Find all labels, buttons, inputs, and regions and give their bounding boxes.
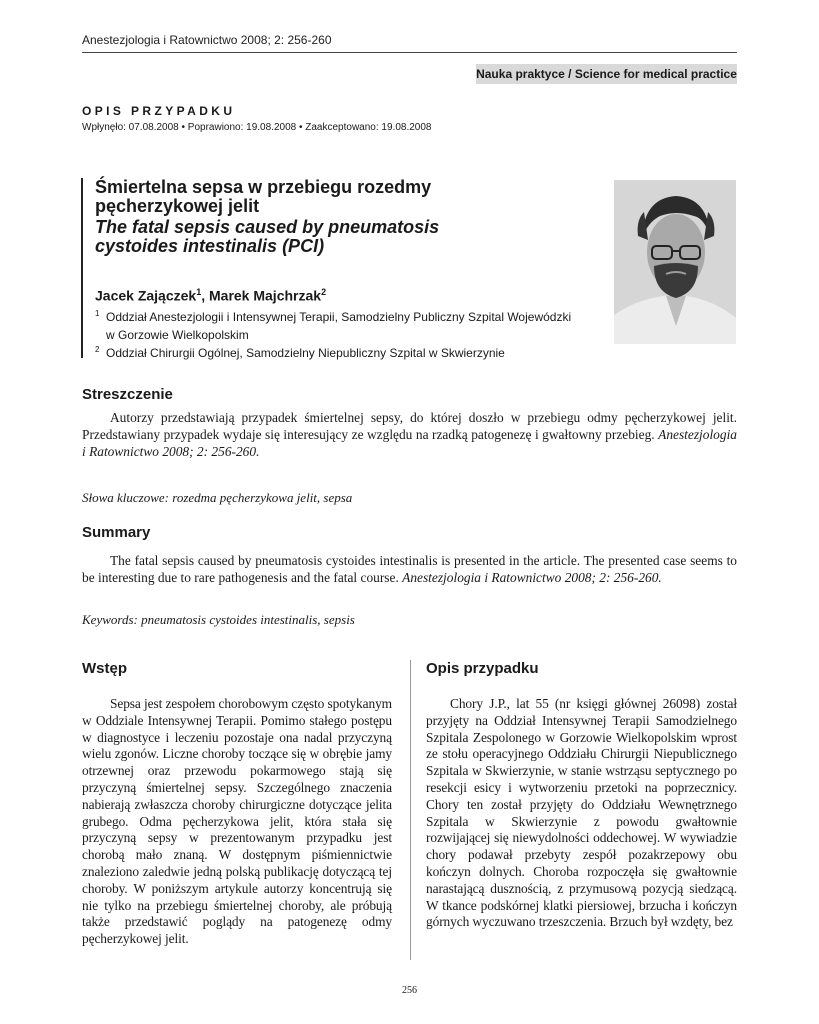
title-block xyxy=(95,178,600,362)
header-rule xyxy=(82,52,737,53)
author-separator: , xyxy=(201,287,209,304)
affiliation-2-mark: 2 xyxy=(95,344,100,354)
streszczenie-citation: Anestezjologia i Ratownictwo 2008; 2: 256-260. xyxy=(82,426,737,459)
author-photo xyxy=(614,180,736,344)
column-divider xyxy=(410,660,411,960)
affiliation-2-line-1: Oddział Chirurgii Ogólnej, Samodzielny Niepubliczny Szpital w Skwierzynie xyxy=(106,345,505,360)
article-type: OPIS PRZYPADKU xyxy=(82,104,236,118)
author-1-affiliation-mark: 1 xyxy=(196,287,202,297)
streszczenie-text: Autorzy przedstawiają przypadek śmiertelnej sepsy, do której doszło w przebiegu odmy pęcherzykowej jelit. Przedstawiany przypadek wydaje się interesujący ze względu na rzadką patogenezę i gwałtowny przebieg. xyxy=(82,410,737,442)
affiliation-1-mark: 1 xyxy=(95,308,100,318)
wstep-text: Sepsa jest zespołem chorobowym często spotykanym w Oddziale Intensywnej Terapii. Pomimo stałego postępu w diagnostyce i leczeniu pozostaje ona nadal przyczyną wielu zgonów. Liczne choroby toczące się w obrębie jamy otrzewnej oraz przewodu pokarmowego stają się przyczyną śmiertelnej sepsy. Szczególnego znaczenia nabierają zwłaszcza choroby chirurgiczne dotyczące jelita grubego. Odma pęcherzykowa jelit, która stała się przyczyną sepsy w prezentowanym przypadku jest chorobą mało znaną. W dostępnym piśmiennictwie znaleziono zaledwie jedną polską publikację dotyczącą tej choroby. W poniższym artykule autorzy koncentrują się nie tylko na przebiegu śmiertelnej choroby, ale próbują także przedstawić poglądy na patogenezę odmy pęcherzykowej jelit. xyxy=(82,696,392,947)
title-polish-line-2: pęcherzykowej jelit xyxy=(95,196,260,216)
summary-heading: Summary xyxy=(82,524,151,541)
affiliation-1-line-2: w Gorzowie Wielkopolskim xyxy=(106,327,249,342)
author-2-name: Marek Majchrzak xyxy=(209,287,322,304)
title-english-line-2: cystoides intestinalis (PCI) xyxy=(95,236,325,256)
keywords-english: Keywords: pneumatosis cystoides intestinalis, sepsis xyxy=(82,612,355,627)
author-2-affiliation-mark: 2 xyxy=(321,287,327,297)
opis-przypadku-paragraph xyxy=(426,696,737,931)
title-english-line-1: The fatal sepsis caused by pneumatosis xyxy=(95,217,440,237)
page-number: 256 xyxy=(402,985,417,996)
summary-text: The fatal sepsis caused by pneumatosis cystoides intestinalis is presented in the article. The presented case seems to be interesting due to rare pathogenesis and the fatal course. xyxy=(82,553,737,585)
streszczenie-heading: Streszczenie xyxy=(82,386,173,403)
opis-przypadku-heading: Opis przypadku xyxy=(426,660,539,677)
wstep-heading: Wstęp xyxy=(82,660,127,677)
title-accent-bar xyxy=(81,178,83,358)
summary-paragraph xyxy=(82,553,737,587)
title-polish-line-1: Śmiertelna sepsa w przebiegu rozedmy xyxy=(95,177,432,197)
authors xyxy=(95,287,600,304)
journal-header: Anestezjologia i Ratownictwo 2008; 2: 256-260 xyxy=(82,33,332,47)
opis-przypadku-text: Chory J.P., lat 55 (nr księgi głównej 26098) został przyjęty na Oddział Intensywnej Terapii Samodzielnego Szpitala Zespolonego w Gorzowie Wielkopolskim wprost ze stołu operacyjnego Oddziału Chirurgii Niepublicznego Szpitala w Skwierzynie, w stanie wstrząsu septycznego po resekcji esicy i wytworzeniu przetoki na poprzecznicy. Chory ten został przyjęty do Oddziału Wewnętrznego Szpitala w Skwierzynie z powodu gwałtownie rozwijającej się niewydolności oddechowej. W wywiadzie chory podawał przebyty zespół pozakrzepowy obu kończyn dolnych. Choroba rozpoczęła się gwałtownie narastającą dusznością, z przymusową pozycją siedzącą. W tkance podskórnej klatki piersiowej, brzucha i kończyn górnych wyczuwano trzeszczenia. Brzuch był wzdęty, bez xyxy=(426,696,737,930)
section-badge: Nauka praktyce / Science for medical practice xyxy=(476,64,737,84)
keywords-polish: Słowa kluczowe: rozedma pęcherzykowa jelit, sepsa xyxy=(82,490,353,505)
affiliation-1 xyxy=(95,308,600,344)
streszczenie-paragraph xyxy=(82,410,737,460)
wstep-paragraph xyxy=(82,696,392,948)
summary-citation: Anestezjologia i Ratownictwo 2008; 2: 256-260. xyxy=(402,569,662,585)
author-1-name: Jacek Zajączek xyxy=(95,287,197,304)
author-portrait-image xyxy=(614,180,736,344)
affiliation-2 xyxy=(95,344,600,362)
affiliation-1-line-1: Oddział Anestezjologii i Intensywnej Terapii, Samodzielny Publiczny Szpital Wojewódzki xyxy=(106,309,572,324)
dates-line: Wpłynęło: 07.08.2008 • Poprawiono: 19.08.2008 • Zaakceptowano: 19.08.2008 xyxy=(82,122,432,133)
